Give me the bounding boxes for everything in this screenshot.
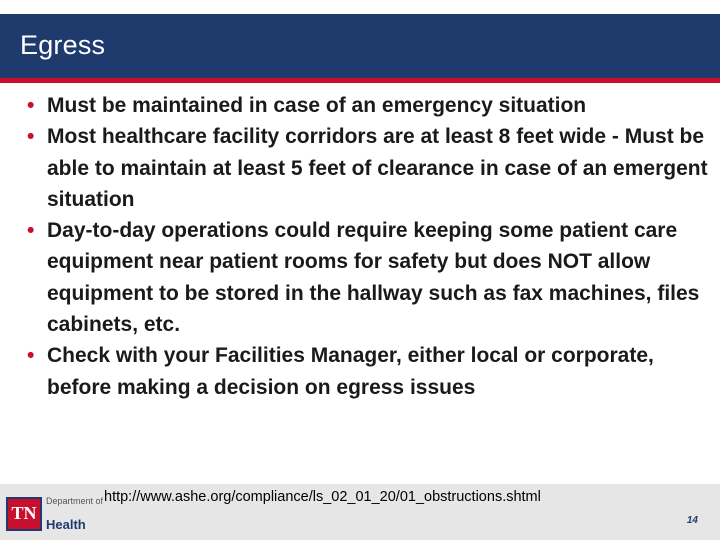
bullet-text: Must be maintained in case of an emergency situation: [47, 94, 587, 117]
bullet-text: Most healthcare facility corridors are at least 8 feet wide - Must be able to maintain at least 5 feet of clearance in case of an emergent situation: [47, 125, 708, 211]
slide-title: Egress: [20, 30, 106, 60]
footer-url-link[interactable]: http://www.ashe.org/compliance/ls_02_01_20/01_obstructions.shtml: [104, 489, 541, 505]
logo-abbrev: TN: [11, 503, 37, 523]
title-bar: [0, 14, 720, 78]
tn-logo-icon: [6, 497, 42, 531]
footer: [0, 484, 720, 540]
bullet-item: [22, 215, 712, 340]
bullet-icon: •: [27, 94, 35, 117]
logo-dept-text: Department of: [46, 496, 104, 506]
bullet-list: [22, 90, 712, 403]
page-number: 14: [686, 515, 698, 526]
bullet-text: Check with your Facilities Manager, either local or corporate, before making a decision on egress issues: [47, 344, 654, 399]
title-divider: [0, 78, 720, 83]
logo-health-text: Health: [46, 517, 86, 532]
slide-content: [22, 90, 712, 403]
bullet-icon: •: [27, 344, 35, 368]
bullet-icon: •: [27, 125, 35, 149]
bullet-item: [22, 121, 712, 215]
tn-health-logo: [6, 494, 116, 538]
bullet-item: [22, 340, 712, 403]
bullet-item: [22, 90, 712, 121]
bullet-text: Day-to-day operations could require keeping some patient care equipment near patient rooms for safety but does NOT allow equipment to be stored in the hallway such as fax machines, files cabinets, etc.: [47, 219, 700, 337]
bullet-icon: •: [27, 219, 35, 243]
top-strip: [0, 0, 720, 14]
